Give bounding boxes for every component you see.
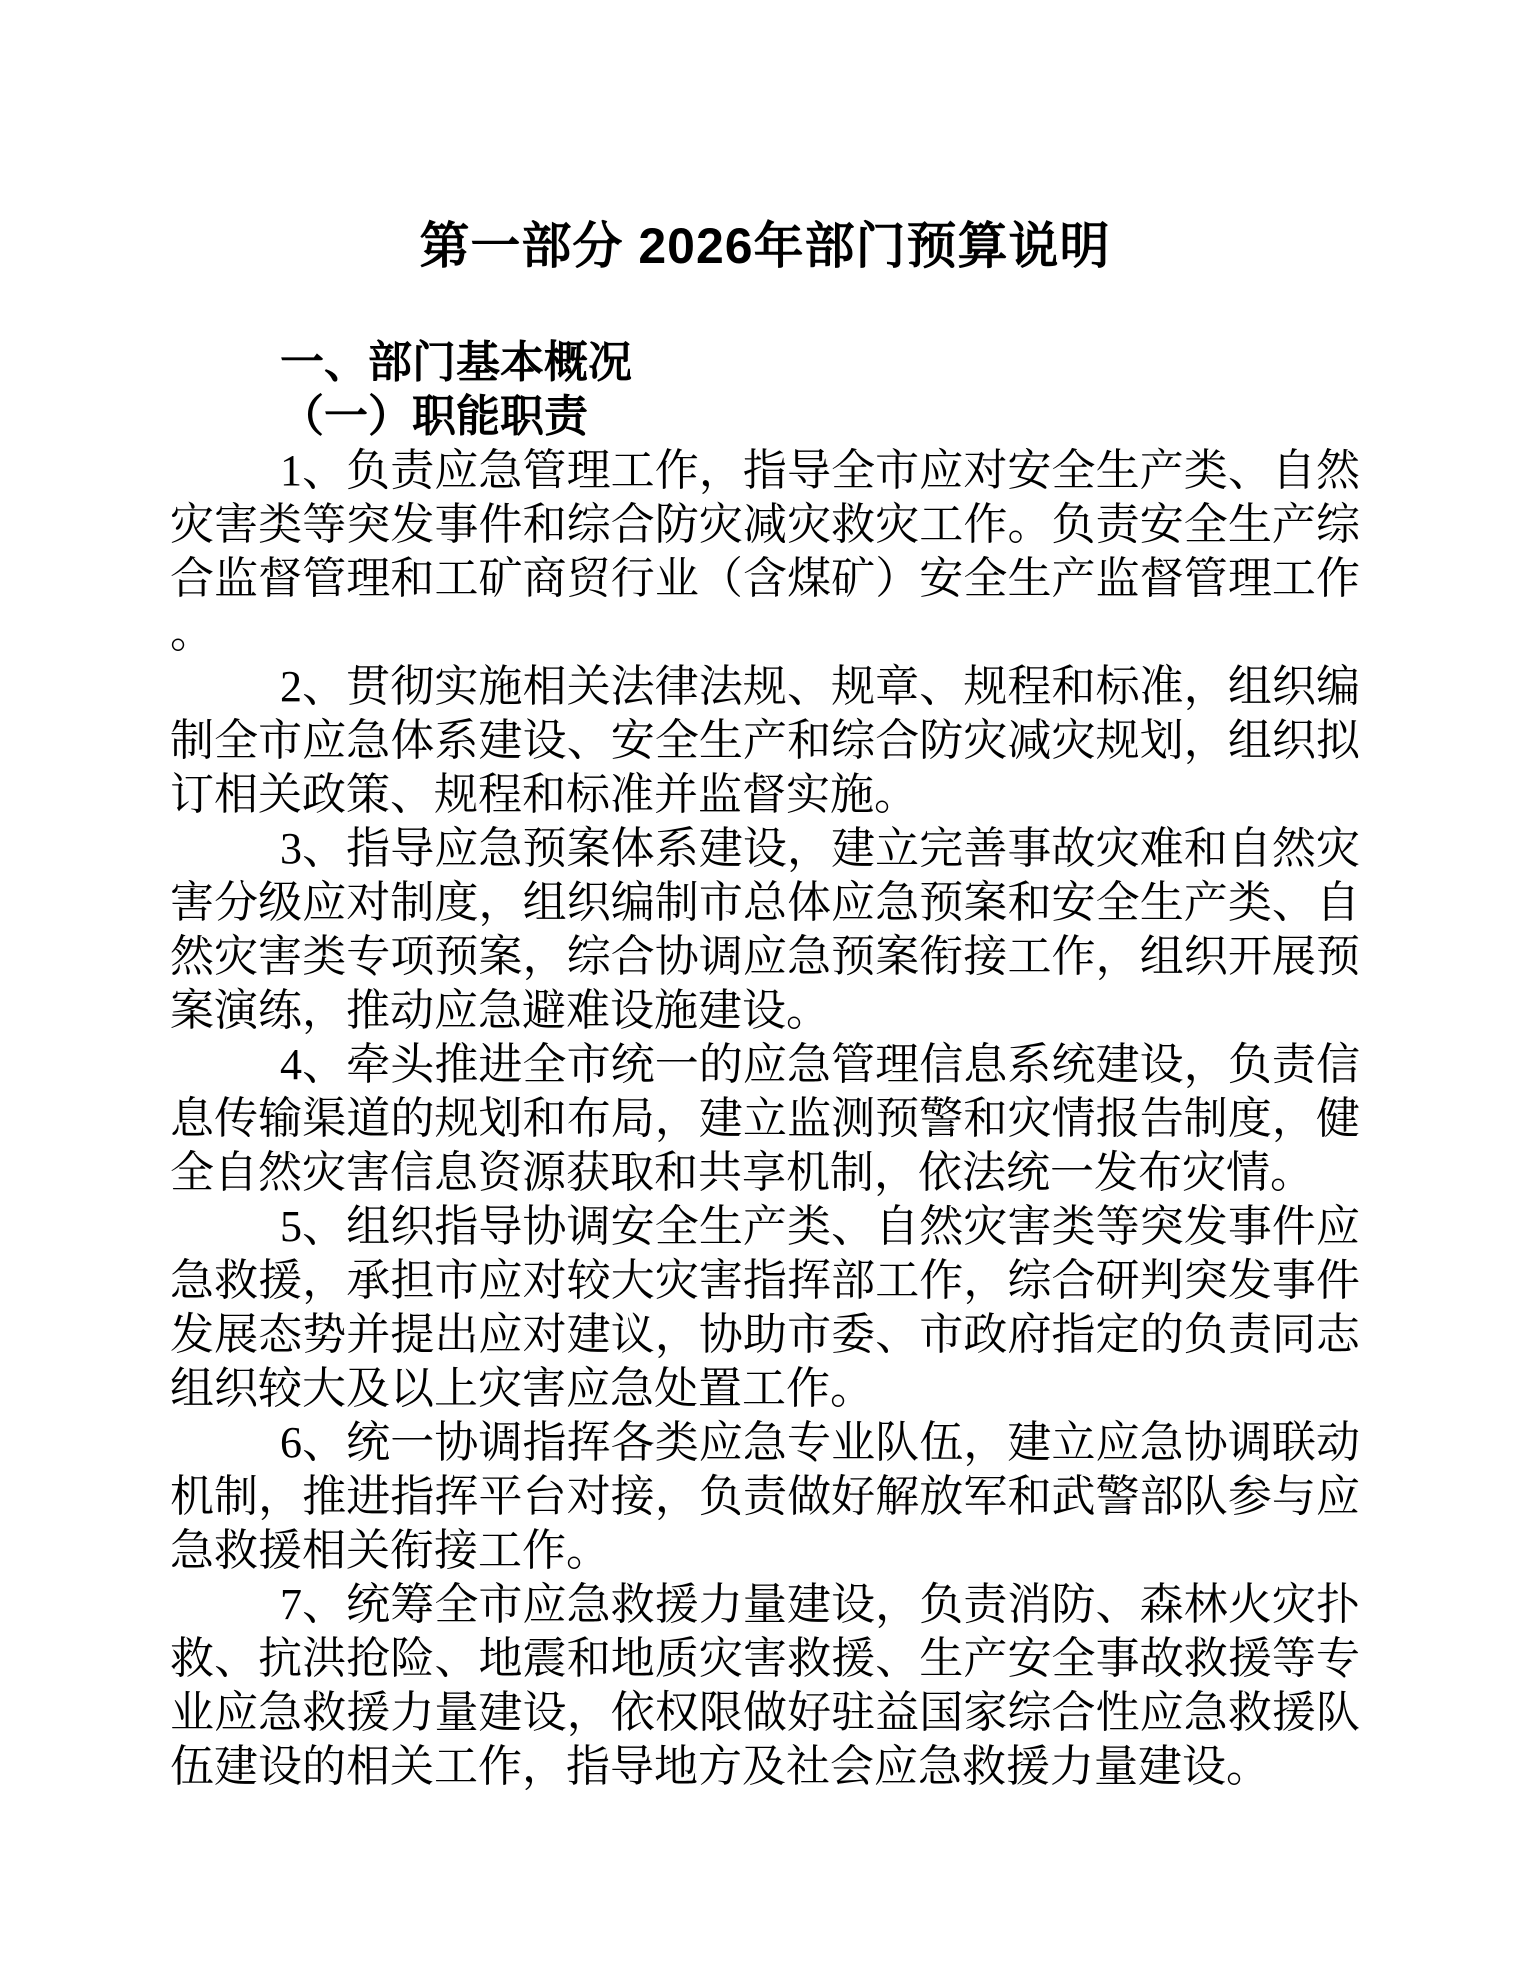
paragraph-4: 4、牵头推进全市统一的应急管理信息系统建设，负责信息传输渠道的规划和布局，建立监测预警和灾情报告制度，健全自然灾害信息资源获取和共享机制，依法统一发布灾情。 xyxy=(170,1040,1360,1197)
document-body xyxy=(170,336,1360,1794)
paragraph-3: 3、指导应急预案体系建设，建立完善事故灾难和自然灾害分级应对制度，组织编制市总体应急预案和安全生产类、自然灾害类专项预案，综合协调应急预案衔接工作，组织开展预案演练，推动应急避难设施建设。 xyxy=(170,824,1360,1035)
paragraph-5: 5、组织指导协调安全生产类、自然灾害类等突发事件应急救援，承担市应对较大灾害指挥部工作，综合研判突发事件发展态势并提出应对建议，协助市委、市政府指定的负责同志组织较大及以上灾害应急处置工作。 xyxy=(170,1202,1360,1413)
subsection-heading-functions-duties: （一）职能职责 xyxy=(280,392,588,441)
paragraph-2: 2、贯彻实施相关法律法规、规章、规程和标准，组织编制全市应急体系建设、安全生产和综合防灾减灾规划，组织拟订相关政策、规程和标准并监督实施。 xyxy=(170,662,1360,819)
document-title: 第一部分 2026年部门预算说明 xyxy=(419,218,1111,274)
section-heading-basic-overview: 一、部门基本概况 xyxy=(280,338,632,387)
paragraph-7: 7、统筹全市应急救援力量建设，负责消防、森林火灾扑救、抗洪抢险、地震和地质灾害救援、生产安全事故救援等专业应急救援力量建设，依权限做好驻益国家综合性应急救援队伍建设的相关工作，指导地方及社会应急救援力量建设。 xyxy=(170,1580,1360,1791)
paragraph-6: 6、统一协调指挥各类应急专业队伍，建立应急协调联动机制，推进指挥平台对接，负责做好解放军和武警部队参与应急救援相关衔接工作。 xyxy=(170,1418,1360,1575)
paragraph-1: 1、负责应急管理工作，指导全市应对安全生产类、自然灾害类等突发事件和综合防灾减灾救灾工作。负责安全生产综合监督管理和工矿商贸行业（含煤矿）安全生产监督管理工作。 xyxy=(170,446,1360,657)
